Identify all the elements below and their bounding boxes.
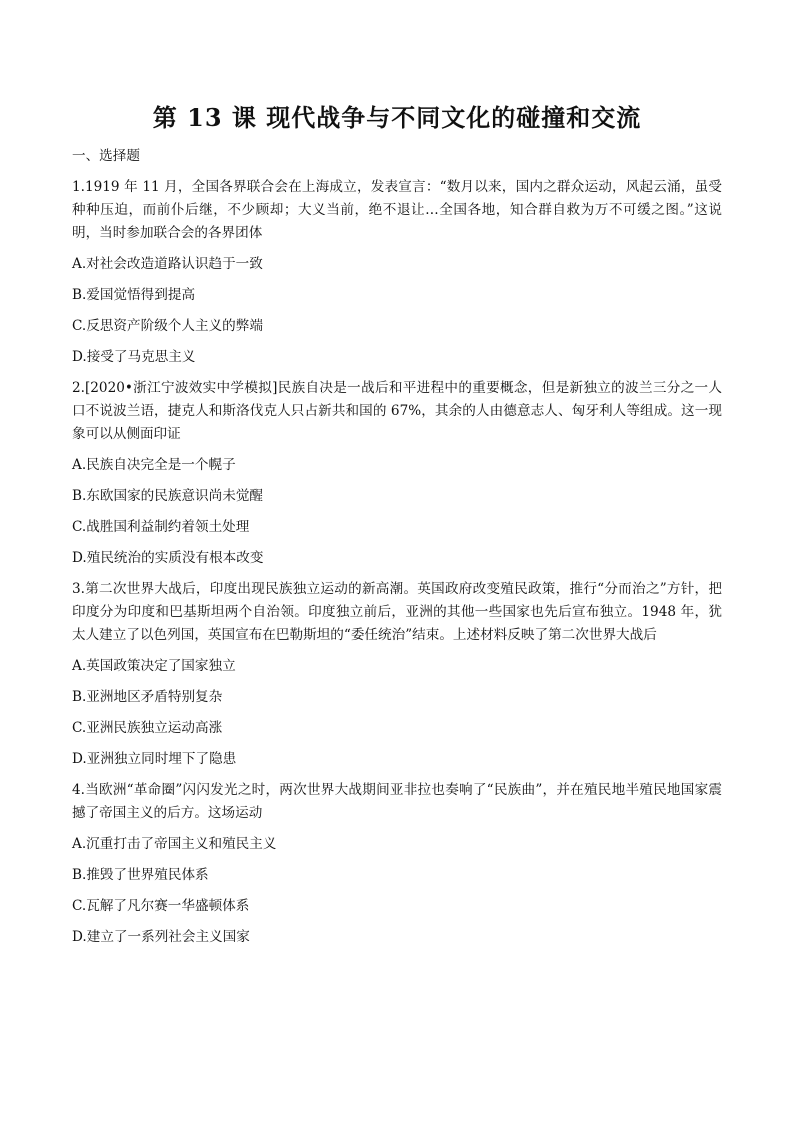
page-title: 第 13 课 现代战争与不同文化的碰撞和交流 [152, 103, 642, 132]
option-b: B.东欧国家的民族意识尚未觉醒 [72, 488, 264, 504]
option-c: C.战胜国利益制约着领土处理 [72, 519, 250, 535]
question-stem: 1.1919 年 11 月，全国各界联合会在上海成立，发表宣言：“数月以来，国内之群众运动，风起云涌，虽受种种压迫，而前仆后继，不少顾却；大义当前，绝不退让…全国各地，知合群自救为万不可缓之图。”这说明，当时参加联合会的各界团体 [72, 179, 722, 241]
option-c: C.亚洲民族独立运动高涨 [72, 720, 223, 736]
option-c: C.瓦解了凡尔赛一华盛顿体系 [72, 898, 250, 914]
option-d: D.亚洲独立同时埋下了隐患 [72, 751, 237, 767]
option-a: A.民族自决完全是一个幌子 [72, 457, 236, 473]
option-d: D.接受了马克思主义 [72, 349, 196, 365]
question-stem: 2.[2020•浙江宁波效实中学模拟]民族自决是一战后和平进程中的重要概念，但是新独立的波兰三分之一人口不说波兰语，捷克人和斯洛伐克人只占新共和国的 67%，其余的人由德意志人、匈牙利人等组成。这一现象可以从侧面印证 [72, 380, 722, 442]
option-b: B.爱国觉悟得到提高 [72, 287, 196, 303]
option-a: A.沉重打击了帝国主义和殖民主义 [72, 836, 277, 852]
question-stem: 4.当欧洲“革命圈”闪闪发光之时，两次世界大战期间亚非拉也奏响了“民族曲”，并在殖民地半殖民地国家震撼了帝国主义的后方。这场运动 [72, 782, 722, 821]
option-b: B.推毁了世界殖民体系 [72, 867, 209, 883]
document-body [72, 145, 722, 957]
option-c: C.反思资产阶级个人主义的弊端 [72, 318, 263, 334]
option-a: A.对社会改造道路认识趋于一致 [72, 256, 263, 272]
question-2 [72, 377, 722, 570]
option-d: D.殖民统治的实质没有根本改变 [72, 550, 264, 566]
option-b: B.亚洲地区矛盾特别复杂 [72, 689, 223, 705]
question-4 [72, 779, 722, 949]
option-d: D.建立了一系列社会主义国家 [72, 929, 250, 945]
question-stem: 3.第二次世界大战后，印度出现民族独立运动的新高潮。英国政府改变殖民政策，推行“分而治之”方针，把印度分为印度和巴基斯坦两个自治领。印度独立前后，亚洲的其他一些国家也先后宣布独立。1948 年，犹太人建立了以色列国，英国宣布在巴勒斯坦的“委任统治”结束。上述材料反映了第二次世界大战后 [72, 581, 722, 643]
question-3 [72, 578, 722, 771]
question-1 [72, 176, 722, 369]
section-heading: 一、选择题 [72, 148, 140, 164]
option-a: A.英国政策决定了国家独立 [72, 658, 236, 674]
